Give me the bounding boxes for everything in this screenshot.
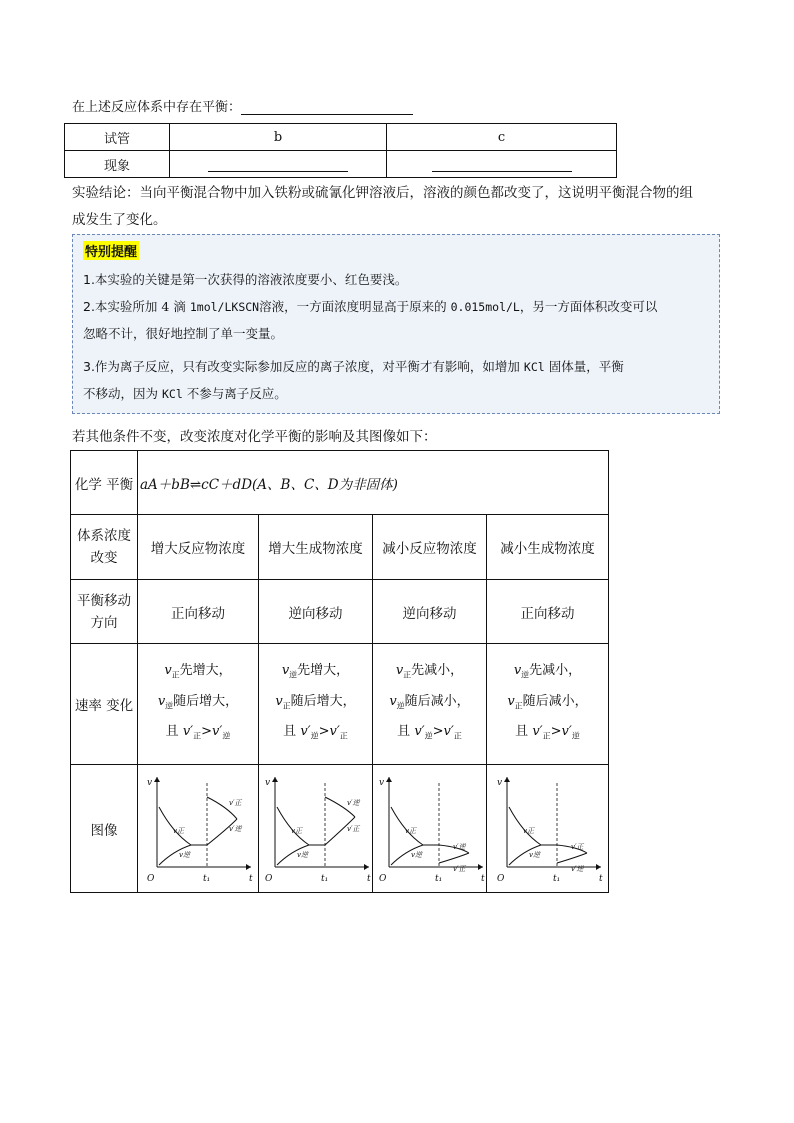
post-rate-label-bottom: v′逆 bbox=[229, 824, 242, 833]
row-label-rate: 速率 变化 bbox=[71, 644, 138, 765]
table-intro: 若其他条件不变，改变浓度对化学平衡的影响及其图像如下： bbox=[72, 429, 437, 445]
forward-rate-curve bbox=[277, 807, 325, 845]
reverse-rate-label: v逆 bbox=[179, 850, 190, 859]
rate-cell: $v_正$先减小， $v_逆$随后减小， 且 $v'_逆>v'_正$ bbox=[373, 644, 487, 765]
graph-cell bbox=[373, 765, 487, 893]
post-rate-label-top: v′正 bbox=[229, 798, 242, 807]
equation: aA＋bB⇌cC＋dD(A、B、C、D为非固体) bbox=[140, 476, 398, 493]
conclusion-line-1: 实验结论：当向平衡混合物中加入铁粉或硫氰化钾溶液后，溶液的颜色都改变了，这说明平衡混合物的组 bbox=[72, 185, 693, 201]
rate-time-graph bbox=[143, 767, 253, 887]
shift-cell: 正向移动 bbox=[138, 580, 259, 644]
equilibrium-blank[interactable] bbox=[241, 100, 413, 115]
rate-time-graph bbox=[261, 767, 371, 887]
rate-text: 逆 bbox=[521, 670, 530, 680]
phenomenon-c-cell bbox=[387, 151, 617, 178]
rate-text: 随后增大， bbox=[173, 693, 239, 709]
rate-text: 且 bbox=[397, 724, 411, 740]
shift-cell: 逆向移动 bbox=[259, 580, 373, 644]
reminder-title: 特别提醒 bbox=[83, 241, 139, 260]
reminder-point-3: 3.作为离子反应，只有改变实际参加反应的离子浓度，对平衡才有影响，如增加 KCl 固体量，平衡 bbox=[83, 359, 624, 374]
conc-cell: 减小生成物浓度 bbox=[487, 515, 609, 580]
t1-label: t₁ bbox=[320, 873, 328, 884]
rate-text: 先减小， bbox=[411, 663, 464, 679]
post-rate-label-bottom: v′正 bbox=[346, 824, 360, 833]
rate-text: 正 bbox=[542, 731, 551, 741]
rate-text: 正 bbox=[403, 670, 412, 680]
reverse-rate-label: v逆 bbox=[296, 850, 308, 859]
origin-label: O bbox=[496, 873, 504, 884]
rate-text: 逆 bbox=[396, 701, 405, 711]
post-rate-label-top: v′逆 bbox=[452, 842, 466, 851]
concentration-effect-table bbox=[70, 450, 609, 893]
rate-text: 先增大， bbox=[179, 663, 232, 679]
rate-cell: $v_正$先增大， $v_逆$随后增大， 且 $v'_正>v'_逆$ bbox=[138, 644, 259, 765]
rate-text: 先增大， bbox=[297, 663, 350, 679]
special-reminder-box bbox=[72, 234, 720, 414]
forward-rate-label: v正 bbox=[522, 826, 534, 835]
x-arrow bbox=[364, 864, 369, 870]
header-b: b bbox=[170, 124, 387, 151]
rate-text: 正 bbox=[514, 701, 523, 711]
graph-cell bbox=[487, 765, 609, 893]
forward-rate-label: v正 bbox=[290, 826, 302, 835]
forward-rate-label: v正 bbox=[173, 826, 184, 835]
reverse-rate-label: v逆 bbox=[528, 850, 540, 859]
rate-text: 正 bbox=[453, 731, 462, 741]
rate-text: 逆 bbox=[310, 731, 319, 741]
shift-cell: 逆向移动 bbox=[373, 580, 487, 644]
forward-rate-curve bbox=[391, 807, 439, 845]
row-label-graph: 图像 bbox=[71, 765, 138, 893]
x-arrow bbox=[596, 864, 601, 870]
phenomenon-b-cell bbox=[170, 151, 387, 178]
rate-text: 且 bbox=[283, 724, 297, 740]
reminder-point-1: 1.本实验的关键是第一次获得的溶液浓度要小、红色要浅。 bbox=[83, 272, 408, 287]
forward-rate-curve bbox=[509, 807, 557, 845]
rate-text: 正 bbox=[339, 731, 348, 741]
x-axis-label: t bbox=[366, 873, 371, 884]
shift-cell: 正向移动 bbox=[487, 580, 609, 644]
rate-text: 且 bbox=[515, 724, 529, 740]
post-rate-label-top: v′逆 bbox=[346, 798, 360, 807]
conc-cell: 增大反应物浓度 bbox=[138, 515, 259, 580]
header-tube: 试管 bbox=[65, 124, 170, 151]
rate-time-graph bbox=[493, 767, 603, 887]
graph-cell bbox=[259, 765, 373, 893]
x-arrow bbox=[246, 864, 251, 870]
post-rate-label-bottom: v′正 bbox=[452, 864, 466, 873]
y-axis-label: v bbox=[496, 777, 502, 788]
x-axis-label: t bbox=[598, 873, 603, 884]
equation-cell bbox=[138, 451, 609, 515]
origin-label: O bbox=[264, 873, 272, 884]
post-rate-label-bottom: v′逆 bbox=[570, 864, 584, 873]
rate-text: 正 bbox=[193, 731, 202, 741]
post-rate-label-top: v′正 bbox=[570, 842, 584, 851]
reminder-point-3-cont: 不移动，因为 KCl 不参与离子反应。 bbox=[83, 386, 287, 401]
t1-label: t₁ bbox=[552, 873, 560, 884]
row-label-phenomenon: 现象 bbox=[65, 151, 170, 178]
phenomenon-c-blank[interactable] bbox=[432, 159, 572, 172]
reverse-rate-label: v逆 bbox=[410, 850, 422, 859]
rate-text: 且 bbox=[165, 724, 179, 740]
y-arrow bbox=[154, 777, 160, 782]
t1-label: t₁ bbox=[203, 873, 211, 884]
forward-rate-label: v正 bbox=[404, 826, 416, 835]
rate-text: 逆 bbox=[222, 731, 231, 741]
jump-curve bbox=[439, 853, 469, 863]
y-axis-label: v bbox=[264, 777, 270, 788]
y-arrow bbox=[504, 777, 510, 782]
y-axis-label: v bbox=[378, 777, 384, 788]
forward-rate-curve bbox=[159, 807, 207, 845]
y-axis-label: v bbox=[147, 777, 153, 788]
reminder-point-2-cont: 忽略不计，很好地控制了单一变量。 bbox=[83, 326, 284, 341]
rate-cell: $v_逆$先减小， $v_正$随后减小， 且 $v'_正>v'_逆$ bbox=[487, 644, 609, 765]
jump-curve bbox=[557, 853, 587, 863]
reminder-point-2: 2.本实验所加 4 滴 1mol/LKSCN溶液，一方面浓度明显高于原来的 0.015mol/L，另一方面体积改变可以 bbox=[83, 299, 658, 314]
rate-text: 随后减小， bbox=[404, 693, 470, 709]
rate-text: 正 bbox=[171, 670, 180, 680]
rate-text: 随后增大， bbox=[290, 693, 356, 709]
conclusion-line-2: 成发生了变化。 bbox=[72, 212, 167, 228]
phenomenon-b-blank[interactable] bbox=[208, 159, 348, 172]
rate-time-graph bbox=[375, 767, 485, 887]
t1-label: t₁ bbox=[434, 873, 442, 884]
header-c: c bbox=[387, 124, 617, 151]
rate-text: 逆 bbox=[289, 670, 298, 680]
graph-cell bbox=[138, 765, 259, 893]
conc-cell: 增大生成物浓度 bbox=[259, 515, 373, 580]
y-arrow bbox=[386, 777, 392, 782]
rate-text: 逆 bbox=[424, 731, 433, 741]
row-label-conc: 体系浓度改变 bbox=[71, 515, 138, 580]
intro-line: 在上述反应体系中存在平衡： bbox=[72, 96, 413, 115]
rate-text: 逆 bbox=[165, 701, 174, 711]
conc-cell: 减小反应物浓度 bbox=[373, 515, 487, 580]
y-arrow bbox=[272, 777, 278, 782]
rate-text: 逆 bbox=[571, 731, 580, 741]
rate-text: 正 bbox=[282, 701, 291, 711]
x-axis-label: t bbox=[249, 873, 253, 884]
rate-cell: $v_逆$先增大， $v_正$随后增大， 且 $v'_逆>v'_正$ bbox=[259, 644, 373, 765]
row-label-shift: 平衡移动方向 bbox=[71, 580, 138, 644]
origin-label: O bbox=[378, 873, 386, 884]
x-arrow bbox=[478, 864, 483, 870]
rate-text: 随后减小， bbox=[522, 693, 588, 709]
row-label-equilibrium: 化学 平衡 bbox=[71, 451, 138, 515]
origin-label: O bbox=[147, 873, 155, 884]
x-axis-label: t bbox=[480, 873, 485, 884]
observation-table bbox=[64, 123, 617, 178]
rate-text: 先减小， bbox=[529, 663, 582, 679]
